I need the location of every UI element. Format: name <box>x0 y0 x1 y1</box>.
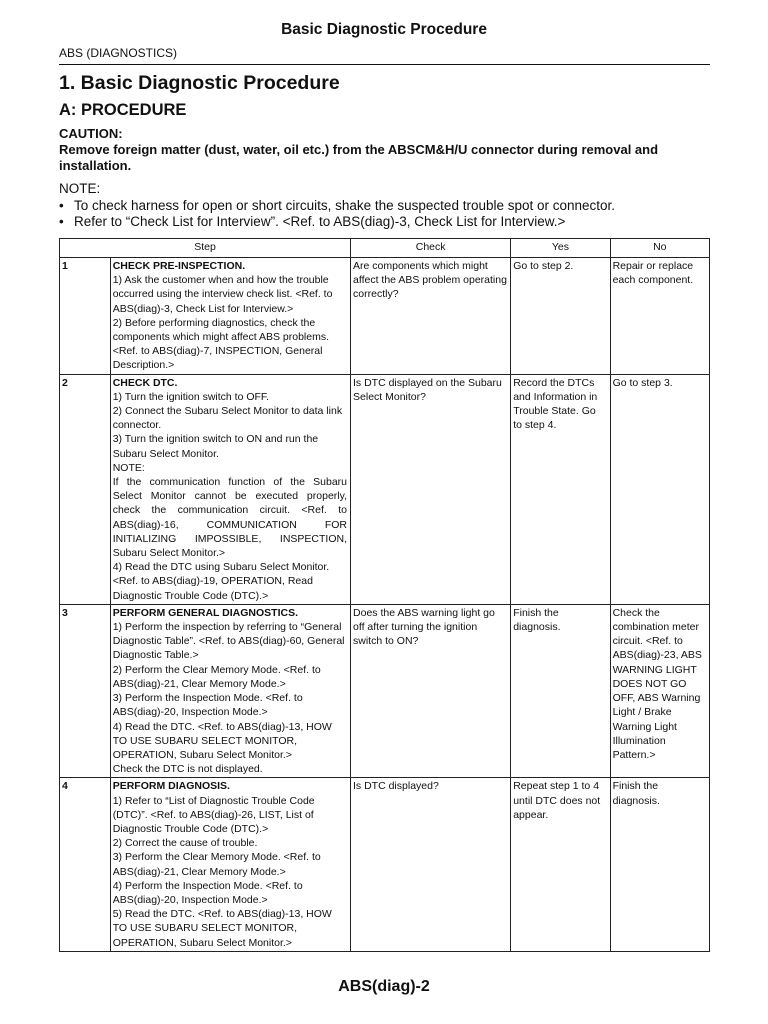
step-line: 3) Perform the Clear Memory Mode. <Ref. to ABS(diag)-21, Clear Memory Mode.> <box>112 851 321 878</box>
page-header-title: Basic Diagnostic Procedure <box>281 21 487 38</box>
step-cell <box>110 604 350 777</box>
step-line: 4) Read the DTC using Subaru Select Monitor. <Ref. to ABS(diag)-19, OPERATION, Read Diagnostic Trouble Code (DTC).> <box>112 561 330 602</box>
step-number: 2 <box>60 374 111 604</box>
sub-heading: A: PROCEDURE <box>59 101 187 119</box>
step-number: 3 <box>60 604 111 777</box>
table-row <box>60 374 710 604</box>
step-line: 5) Read the DTC. <Ref. to ABS(diag)-13, HOW TO USE SUBARU SELECT MONITOR, OPERATION, Subaru Select Monitor.> <box>112 908 332 949</box>
step-cell <box>110 778 350 951</box>
step-title: CHECK PRE-INSPECTION. <box>112 260 246 272</box>
step-line: 1) Turn the ignition switch to OFF. <box>112 390 270 403</box>
main-heading: 1. Basic Diagnostic Procedure <box>59 72 340 94</box>
step-line: 2) Correct the cause of trouble. <box>112 837 258 850</box>
yes-cell: Finish the diagnosis. <box>511 604 610 777</box>
step-note-text: If the communication function of the Subaru Select Monitor cannot be executed properly, check the communication circuit. <Ref. to ABS(diag)-16, COMMUNICATION FOR INITIALIZING IMPOSSIBLE, INSPECTION, Subaru Select Monitor.> <box>112 476 348 560</box>
no-cell: Repair or replace each component. <box>610 258 709 375</box>
step-line: 1) Refer to “List of Diagnostic Trouble Code (DTC)”. <Ref. to ABS(diag)-26, LIST, List of Diagnostic Trouble Code (DTC).> <box>112 794 315 835</box>
no-cell: Finish the diagnosis. <box>610 778 709 951</box>
note-item: • Refer to “Check List for Interview”. <Ref. to ABS(diag)-3, Check List for Interview.> <box>59 214 715 231</box>
step-line: 2) Connect the Subaru Select Monitor to data link connector. <box>112 405 343 432</box>
step-line: 2) Before performing diagnostics, check the components which might affect ABS problems. <Ref. to ABS(diag)-7, INSPECTION, General Description.> <box>112 316 330 372</box>
step-title: CHECK DTC. <box>112 376 178 389</box>
step-line: 2) Perform the Clear Memory Mode. <Ref. to ABS(diag)-21, Clear Memory Mode.> <box>112 663 321 690</box>
caution-text: Remove foreign matter (dust, water, oil etc.) from the ABSCM&H/U connector during removal and installation. <box>59 142 659 173</box>
column-header-no: No <box>610 239 709 258</box>
yes-cell: Repeat step 1 to 4 until DTC does not appear. <box>511 778 610 951</box>
caution-label: CAUTION: <box>59 126 123 141</box>
table-header-row <box>60 239 710 258</box>
table-row <box>60 258 710 375</box>
check-cell: Does the ABS warning light go off after turning the ignition switch to ON? <box>351 604 511 777</box>
step-line: 3) Turn the ignition switch to ON and run the Subaru Select Monitor. <box>112 433 319 460</box>
step-title: PERFORM GENERAL DIAGNOSTICS. <box>112 606 299 619</box>
section-label: ABS (DIAGNOSTICS) <box>59 46 178 60</box>
column-header-step: Step <box>60 239 351 258</box>
step-line: 3) Perform the Inspection Mode. <Ref. to ABS(diag)-20, Inspection Mode.> <box>112 692 303 719</box>
step-note-label: NOTE: <box>112 461 145 474</box>
note-block <box>59 181 715 231</box>
step-line: 4) Perform the Inspection Mode. <Ref. to ABS(diag)-20, Inspection Mode.> <box>112 879 303 906</box>
yes-cell: Record the DTCs and Information in Trouble State. Go to step 4. <box>511 374 610 604</box>
check-cell: Are components which might affect the ABS problem operating correctly? <box>351 258 511 375</box>
step-line: 4) Read the DTC. <Ref. to ABS(diag)-13, HOW TO USE SUBARU SELECT MONITOR, OPERATION, Subaru Select Monitor.> <box>112 720 332 761</box>
no-cell: Go to step 3. <box>610 374 709 604</box>
check-cell: Is DTC displayed on the Subaru Select Monitor? <box>351 374 511 604</box>
procedure-table <box>59 238 710 952</box>
header-divider <box>59 64 710 65</box>
table-row <box>60 778 710 951</box>
step-line: 1) Ask the customer when and how the trouble occurred using the interview check list. <Ref. to ABS(diag)-3, Check List for Interview.> <box>112 274 333 315</box>
caution-block <box>59 126 715 174</box>
page-footer: ABS(diag)-2 <box>338 978 430 995</box>
column-header-yes: Yes <box>511 239 610 258</box>
no-cell: Check the combination meter circuit. <Ref. to ABS(diag)-23, ABS WARNING LIGHT DOES NOT GO OFF, ABS Warning Light / Brake Warning Light Illumination Pattern.> <box>610 604 709 777</box>
step-line: Check the DTC is not displayed. <box>112 763 263 776</box>
note-label: NOTE: <box>59 181 101 196</box>
step-number: 4 <box>60 778 111 951</box>
check-cell: Is DTC displayed? <box>351 778 511 951</box>
note-item: • To check harness for open or short circuits, shake the suspected trouble spot or connector. <box>59 198 715 215</box>
column-header-check: Check <box>351 239 511 258</box>
step-title: PERFORM DIAGNOSIS. <box>112 780 230 793</box>
step-cell <box>110 258 350 375</box>
step-line: 1) Perform the inspection by referring to “General Diagnostic Table”. <Ref. to ABS(diag)-60, General Diagnostic Table.> <box>112 621 345 662</box>
step-cell <box>110 374 350 604</box>
yes-cell: Go to step 2. <box>511 258 610 375</box>
table-row <box>60 604 710 777</box>
step-number: 1 <box>60 258 111 375</box>
